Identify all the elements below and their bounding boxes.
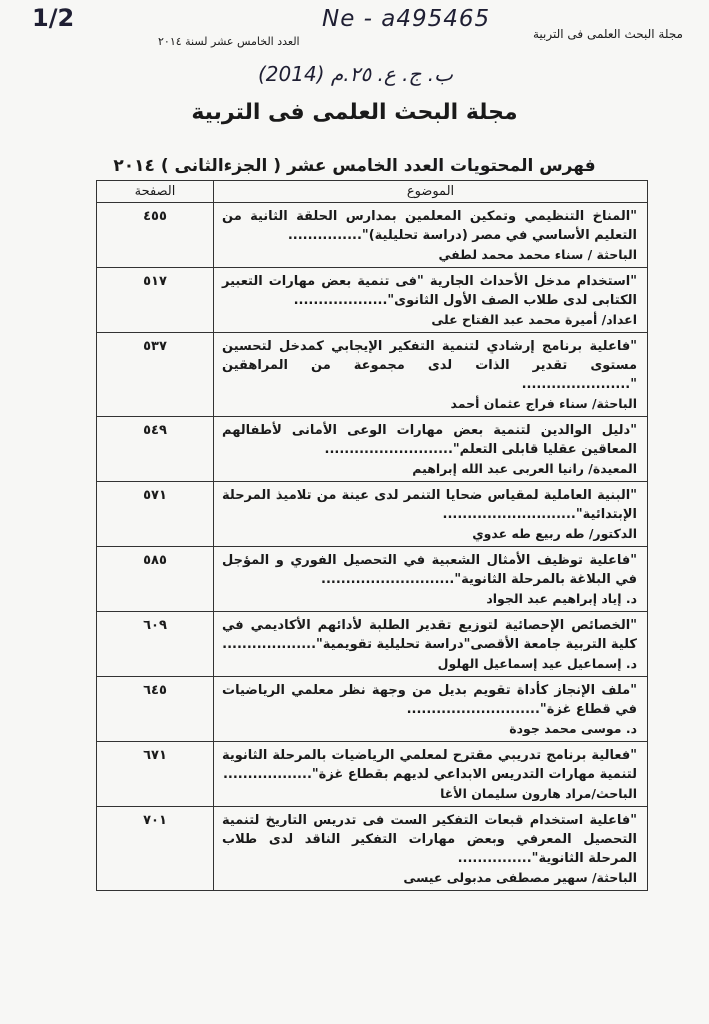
topic-author: الباحثة/ سناء فراج عثمان أحمد bbox=[450, 396, 637, 411]
topic-author: اعداد/ أميرة محمد عبد الفتاح على bbox=[431, 312, 637, 327]
page-number: ٥٧١ bbox=[97, 482, 214, 547]
topic-cell bbox=[214, 677, 648, 742]
topic-cell bbox=[214, 742, 648, 807]
topic-title: "فاعلية برنامج إرشادي لتنمية التفكير الإيجابي كمدخل لتحسين مستوى تقدير الذات لدى مجموعة من المراهقين "...................... bbox=[222, 339, 637, 392]
topic-cell bbox=[214, 482, 648, 547]
topic-title: "فاعلية استخدام قبعات التفكير الست فى تدريس التاريخ لتنمية التحصيل المعرفي وبعض مهارات التفكير الناقد لدى طلاب المرحلة الثانوية"............... bbox=[222, 813, 637, 866]
table-row bbox=[97, 333, 648, 417]
table-row bbox=[97, 417, 648, 482]
topic-title: "دليل الوالدين لتنمية بعض مهارات الوعى الأمانى لأطفالهم المعاقين عقليا قابلى التعلم".......................... bbox=[222, 423, 637, 457]
page-number: ٦٤٥ bbox=[97, 677, 214, 742]
topic-title: "البنية العاملية لمقياس ضحايا التنمر لدى عينة من تلاميذ المرحلة الإبتدائية"........................... bbox=[222, 488, 637, 522]
topic-title: "فعالية برنامج تدريبي مقترح لمعلمي الرياضيات بالمرحلة الثانوية لتنمية مهارات التدريس الابداعي لديهم بقطاع غزة".................. bbox=[222, 748, 637, 782]
toc-heading: فهرس المحتويات العدد الخامس عشر ( الجزءالثانى ) ٢٠١٤ bbox=[113, 156, 596, 176]
page-number: ٥٤٩ bbox=[97, 417, 214, 482]
topic-cell bbox=[214, 547, 648, 612]
table-row bbox=[97, 807, 648, 891]
col-topic-header: الموضوع bbox=[214, 181, 648, 203]
toc-header-row bbox=[97, 181, 648, 203]
table-row bbox=[97, 268, 648, 333]
handwritten-code: Ne - a495465 bbox=[322, 6, 491, 32]
topic-cell bbox=[214, 333, 648, 417]
topic-author: المعيدة/ رانيا العربى عبد الله إبراهيم bbox=[412, 461, 637, 476]
topic-title: "المناخ التنظيمي وتمكين المعلمين بمدارس الحلقة الثانية من التعليم الأساسي في مصر (دراسة تحليلية)"............... bbox=[222, 209, 637, 243]
table-row bbox=[97, 547, 648, 612]
table-row bbox=[97, 612, 648, 677]
topic-author: د. موسى محمد جودة bbox=[509, 721, 637, 736]
page-number: ٦٠٩ bbox=[97, 612, 214, 677]
topic-author: الباحثة/ سهير مصطفى مدبولى عيسى bbox=[403, 870, 637, 885]
page-number: ٥٨٥ bbox=[97, 547, 214, 612]
topic-author: الباحثة / سناء محمد محمد لطفي bbox=[438, 247, 637, 262]
table-row bbox=[97, 482, 648, 547]
page-number: ٧٠١ bbox=[97, 807, 214, 891]
topic-cell bbox=[214, 203, 648, 268]
handwritten-note: (2014) ب. ج. ع. ٢٥.م bbox=[258, 62, 453, 86]
journal-title: مجلة البحث العلمى فى التربية bbox=[191, 100, 518, 125]
topic-author: الباحث/مراد هارون سليمان الأغا bbox=[440, 786, 637, 801]
topic-cell bbox=[214, 268, 648, 333]
topic-cell bbox=[214, 807, 648, 891]
topic-title: "فاعلية توظيف الأمثال الشعبية في التحصيل الفوري و المؤجل في البلاغة بالمرحلة الثانوية"........................... bbox=[222, 553, 637, 587]
table-row bbox=[97, 742, 648, 807]
page-number: ٦٧١ bbox=[97, 742, 214, 807]
page-number: ٤٥٥ bbox=[97, 203, 214, 268]
topic-title: "ملف الإنجاز كأداة تقويم بديل من وجهة نظر معلمي الرياضيات في قطاع غزة"........................... bbox=[222, 683, 637, 717]
running-header-journal: مجلة البحث العلمى فى التربية bbox=[532, 27, 683, 41]
topic-cell bbox=[214, 417, 648, 482]
topic-title: "الخصائص الإحصائية لتوزيع تقدير الطلبة لأدائهم الأكاديمي في كلية التربية جامعة الأقصى"دراسة تحليلية تقويمية"................... bbox=[222, 618, 637, 652]
topic-title: "استخدام مدخل الأحداث الجارية "فى تنمية بعض مهارات التعبير الكتابى لدى طلاب الصف الأول الثانوى"................... bbox=[222, 274, 637, 308]
table-row bbox=[97, 203, 648, 268]
handwritten-page-mark: 1/2 bbox=[32, 4, 75, 32]
topic-author: د. إسماعيل عيد إسماعيل الهلول bbox=[437, 656, 637, 671]
topic-author: د. إياد إبراهيم عبد الجواد bbox=[486, 591, 637, 606]
running-header-issue: العدد الخامس عشر لسنة ٢٠١٤ bbox=[158, 35, 300, 48]
page-number: ٥١٧ bbox=[97, 268, 214, 333]
table-row bbox=[97, 677, 648, 742]
topic-author: الدكتور/ طه ربيع طه عدوي bbox=[472, 526, 637, 541]
toc-table bbox=[96, 180, 648, 891]
topic-cell bbox=[214, 612, 648, 677]
page-number: ٥٣٧ bbox=[97, 333, 214, 417]
col-page-header: الصفحة bbox=[97, 181, 214, 203]
